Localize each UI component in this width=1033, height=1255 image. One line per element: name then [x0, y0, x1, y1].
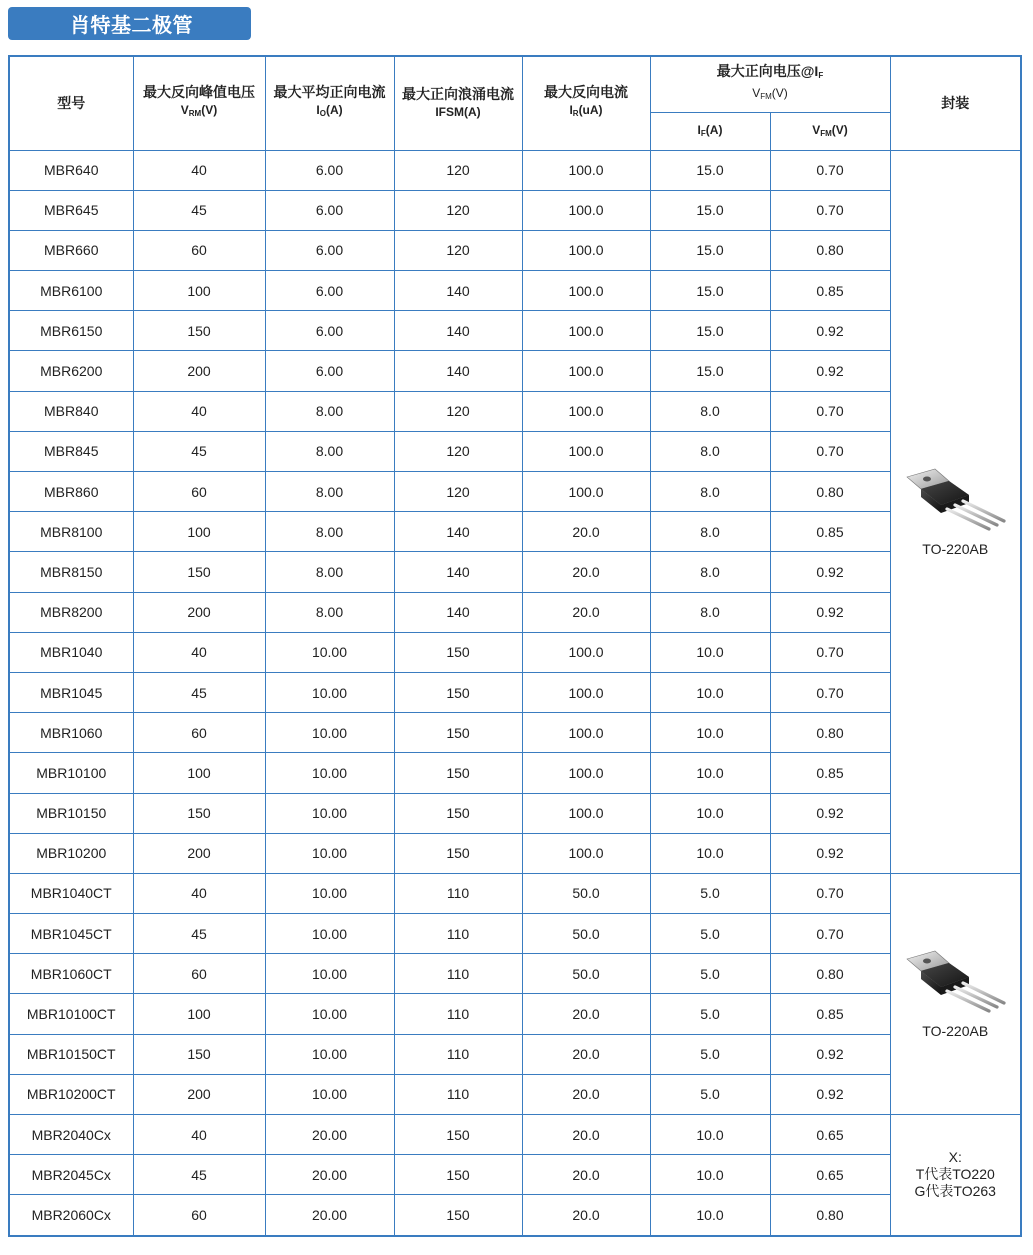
cell-model: MBR845 [9, 431, 133, 471]
cell-model: MBR8100 [9, 512, 133, 552]
cell-io: 8.00 [265, 391, 394, 431]
cell-vrm: 200 [133, 592, 265, 632]
cell-model: MBR1060CT [9, 954, 133, 994]
cell-model: MBR1060 [9, 713, 133, 753]
cell-vrm: 45 [133, 914, 265, 954]
header-vrm-unit: $V_{RM}(V)$ [180, 103, 218, 119]
cell-ifsm: 150 [394, 753, 522, 793]
cell-io: 6.00 [265, 311, 394, 351]
cell-ifsm: 120 [394, 431, 522, 471]
table-row [9, 833, 1021, 873]
cell-if: 8.0 [650, 472, 770, 512]
cell-vfm: 0.92 [770, 1074, 890, 1114]
table-row [9, 713, 1021, 753]
cell-vfm: 0.65 [770, 1115, 890, 1155]
cell-ir: 50.0 [522, 914, 650, 954]
cell-io: 20.00 [265, 1155, 394, 1195]
cell-io: 10.00 [265, 713, 394, 753]
table-row [9, 1115, 1021, 1155]
cell-ifsm: 140 [394, 592, 522, 632]
cell-model: MBR6200 [9, 351, 133, 391]
cell-vrm: 40 [133, 1115, 265, 1155]
cell-if: 8.0 [650, 592, 770, 632]
header-vrm [133, 56, 265, 150]
cell-ir: 100.0 [522, 472, 650, 512]
cell-if: 10.0 [650, 672, 770, 712]
cell-io: 10.00 [265, 632, 394, 672]
cell-ifsm: 120 [394, 190, 522, 230]
cell-vrm: 60 [133, 230, 265, 270]
cell-vrm: 200 [133, 1074, 265, 1114]
cell-vrm: 200 [133, 833, 265, 873]
table-row [9, 1034, 1021, 1074]
cell-vfm: 0.70 [770, 190, 890, 230]
cell-model: MBR8200 [9, 592, 133, 632]
package-label: TO-220AB [922, 1022, 989, 1039]
cell-ir: 100.0 [522, 793, 650, 833]
table-row [9, 672, 1021, 712]
cell-vfm: 0.80 [770, 472, 890, 512]
cell-io: 10.00 [265, 873, 394, 913]
cell-if: 10.0 [650, 1195, 770, 1236]
cell-ir: 20.0 [522, 1115, 650, 1155]
cell-vfm: 0.85 [770, 994, 890, 1034]
cell-vrm: 150 [133, 552, 265, 592]
table-row [9, 954, 1021, 994]
cell-ir: 20.0 [522, 994, 650, 1034]
table-row [9, 391, 1021, 431]
cell-vrm: 40 [133, 150, 265, 190]
cell-io: 6.00 [265, 351, 394, 391]
cell-model: MBR10100CT [9, 994, 133, 1034]
cell-vrm: 45 [133, 1155, 265, 1195]
cell-vrm: 60 [133, 954, 265, 994]
cell-if: 5.0 [650, 1074, 770, 1114]
cell-ifsm: 150 [394, 1155, 522, 1195]
header-if: $I_F(A)$ [650, 112, 770, 150]
cell-ifsm: 140 [394, 512, 522, 552]
cell-ifsm: 140 [394, 311, 522, 351]
cell-model: MBR1040CT [9, 873, 133, 913]
cell-if: 5.0 [650, 954, 770, 994]
table-row [9, 592, 1021, 632]
cell-if: 10.0 [650, 1155, 770, 1195]
cell-vrm: 40 [133, 632, 265, 672]
cell-ifsm: 120 [394, 472, 522, 512]
cell-ifsm: 110 [394, 873, 522, 913]
cell-vrm: 45 [133, 672, 265, 712]
cell-if: 10.0 [650, 1115, 770, 1155]
header-vf-unit: $V_{FM}(V)$ [752, 86, 788, 102]
cell-ifsm: 150 [394, 1195, 522, 1236]
cell-ir: 20.0 [522, 512, 650, 552]
header-ifsm-unit: IFSM(A) [435, 104, 481, 119]
cell-model: MBR2045Cx [9, 1155, 133, 1195]
cell-vfm: 0.92 [770, 793, 890, 833]
cell-vfm: 0.92 [770, 311, 890, 351]
cell-ir: 100.0 [522, 351, 650, 391]
cell-vrm: 40 [133, 391, 265, 431]
cell-io: 10.00 [265, 753, 394, 793]
cell-ifsm: 110 [394, 1074, 522, 1114]
cell-if: 5.0 [650, 873, 770, 913]
cell-vrm: 150 [133, 311, 265, 351]
cell-io: 6.00 [265, 150, 394, 190]
cell-vfm: 0.70 [770, 632, 890, 672]
cell-model: MBR860 [9, 472, 133, 512]
cell-if: 8.0 [650, 431, 770, 471]
cell-io: 10.00 [265, 833, 394, 873]
cell-ir: 20.0 [522, 1155, 650, 1195]
cell-ir: 20.0 [522, 1034, 650, 1074]
cell-model: MBR6150 [9, 311, 133, 351]
cell-ir: 100.0 [522, 190, 650, 230]
cell-ifsm: 110 [394, 1034, 522, 1074]
cell-model: MBR10150 [9, 793, 133, 833]
cell-ir: 100.0 [522, 150, 650, 190]
cell-if: 15.0 [650, 351, 770, 391]
cell-vfm: 0.70 [770, 150, 890, 190]
table-row [9, 190, 1021, 230]
cell-model: MBR840 [9, 391, 133, 431]
cell-ifsm: 120 [394, 150, 522, 190]
header-io [265, 56, 394, 150]
table-row [9, 914, 1021, 954]
cell-if: 15.0 [650, 190, 770, 230]
cell-if: 8.0 [650, 512, 770, 552]
cell-vrm: 60 [133, 472, 265, 512]
cell-if: 5.0 [650, 994, 770, 1034]
cell-if: 5.0 [650, 1034, 770, 1074]
cell-io: 6.00 [265, 190, 394, 230]
cell-vfm: 0.92 [770, 833, 890, 873]
cell-vfm: 0.85 [770, 753, 890, 793]
cell-ifsm: 150 [394, 793, 522, 833]
cell-vfm: 0.85 [770, 512, 890, 552]
cell-ir: 100.0 [522, 713, 650, 753]
cell-if: 15.0 [650, 230, 770, 270]
cell-model: MBR10150CT [9, 1034, 133, 1074]
cell-ir: 100.0 [522, 833, 650, 873]
cell-vfm: 0.80 [770, 954, 890, 994]
cell-if: 10.0 [650, 833, 770, 873]
cell-model: MBR2040Cx [9, 1115, 133, 1155]
cell-vrm: 40 [133, 873, 265, 913]
cell-vrm: 100 [133, 271, 265, 311]
page-title: 肖特基二极管 [8, 7, 251, 40]
cell-if: 15.0 [650, 311, 770, 351]
cell-vfm: 0.80 [770, 1195, 890, 1236]
table-row [9, 311, 1021, 351]
cell-io: 8.00 [265, 472, 394, 512]
table-row [9, 271, 1021, 311]
cell-io: 10.00 [265, 954, 394, 994]
table-row [9, 873, 1021, 913]
cell-ifsm: 150 [394, 713, 522, 753]
cell-vrm: 200 [133, 351, 265, 391]
cell-vfm: 0.80 [770, 713, 890, 753]
table-row [9, 351, 1021, 391]
cell-ir: 100.0 [522, 753, 650, 793]
cell-io: 20.00 [265, 1115, 394, 1155]
spec-table-body [9, 150, 1021, 1236]
cell-ifsm: 150 [394, 1115, 522, 1155]
table-row [9, 472, 1021, 512]
cell-vfm: 0.92 [770, 1034, 890, 1074]
cell-vfm: 0.80 [770, 230, 890, 270]
cell-vfm: 0.92 [770, 552, 890, 592]
header-ir-label: 最大反向电流 [544, 84, 628, 101]
table-row [9, 431, 1021, 471]
cell-model: MBR2060Cx [9, 1195, 133, 1236]
cell-model: MBR660 [9, 230, 133, 270]
cell-ir: 100.0 [522, 230, 650, 270]
cell-ifsm: 120 [394, 230, 522, 270]
header-ifsm-label: 最大正向浪涌电流 [402, 85, 514, 102]
package-note-line: G代表TO263 [914, 1183, 996, 1200]
cell-vrm: 60 [133, 1195, 265, 1236]
cell-vfm: 0.92 [770, 592, 890, 632]
cell-ir: 100.0 [522, 311, 650, 351]
cell-if: 5.0 [650, 914, 770, 954]
cell-ifsm: 110 [394, 914, 522, 954]
cell-vfm: 0.70 [770, 914, 890, 954]
header-io-label: 最大平均正向电流 [273, 84, 386, 101]
cell-model: MBR1045CT [9, 914, 133, 954]
table-row [9, 512, 1021, 552]
cell-ir: 50.0 [522, 954, 650, 994]
cell-ir: 20.0 [522, 592, 650, 632]
header-vrm-label: 最大反向峰值电压 [143, 84, 255, 101]
cell-ifsm: 140 [394, 552, 522, 592]
table-row [9, 632, 1021, 672]
cell-vrm: 45 [133, 190, 265, 230]
cell-vfm: 0.70 [770, 431, 890, 471]
cell-ifsm: 150 [394, 632, 522, 672]
cell-ir: 100.0 [522, 431, 650, 471]
table-row [9, 1074, 1021, 1114]
cell-package [890, 150, 1021, 873]
cell-io: 6.00 [265, 230, 394, 270]
cell-ifsm: 140 [394, 351, 522, 391]
cell-io: 10.00 [265, 1074, 394, 1114]
table-row [9, 552, 1021, 592]
cell-if: 15.0 [650, 150, 770, 190]
cell-vrm: 45 [133, 431, 265, 471]
to220-transistor-icon [903, 467, 1007, 531]
cell-ifsm: 110 [394, 994, 522, 1034]
cell-ifsm: 140 [394, 271, 522, 311]
cell-ifsm: 110 [394, 954, 522, 994]
cell-ifsm: 150 [394, 833, 522, 873]
cell-vfm: 0.92 [770, 351, 890, 391]
header-vfm: $V_{FM}(V)$ [770, 112, 890, 150]
cell-if: 15.0 [650, 271, 770, 311]
header-ir-unit: $I_R(uA)$ [569, 103, 603, 119]
cell-ir: 50.0 [522, 873, 650, 913]
header-vf-label: 最大正向电压$@I_F$ [716, 63, 824, 81]
cell-model: MBR645 [9, 190, 133, 230]
cell-vfm: 0.70 [770, 391, 890, 431]
cell-vrm: 100 [133, 512, 265, 552]
cell-if: 8.0 [650, 391, 770, 431]
cell-io: 10.00 [265, 914, 394, 954]
header-vf-group [650, 56, 890, 112]
cell-vrm: 100 [133, 753, 265, 793]
cell-io: 8.00 [265, 431, 394, 471]
cell-io: 10.00 [265, 672, 394, 712]
cell-ir: 20.0 [522, 552, 650, 592]
cell-io: 8.00 [265, 512, 394, 552]
cell-vfm: 0.85 [770, 271, 890, 311]
cell-ir: 100.0 [522, 672, 650, 712]
cell-io: 20.00 [265, 1195, 394, 1236]
cell-vrm: 60 [133, 713, 265, 753]
cell-vrm: 150 [133, 1034, 265, 1074]
cell-package [890, 1115, 1021, 1236]
cell-if: 10.0 [650, 793, 770, 833]
header-model: 型号 [9, 56, 133, 150]
to220-transistor-icon [903, 949, 1007, 1013]
package-note [891, 1149, 1021, 1200]
table-row [9, 753, 1021, 793]
cell-io: 8.00 [265, 552, 394, 592]
cell-io: 10.00 [265, 994, 394, 1034]
cell-if: 10.0 [650, 632, 770, 672]
cell-if: 10.0 [650, 713, 770, 753]
cell-model: MBR10200 [9, 833, 133, 873]
cell-vrm: 100 [133, 994, 265, 1034]
cell-model: MBR6100 [9, 271, 133, 311]
table-row [9, 994, 1021, 1034]
cell-vfm: 0.70 [770, 873, 890, 913]
header-package: 封装 [890, 56, 1021, 150]
table-row [9, 150, 1021, 190]
cell-if: 8.0 [650, 552, 770, 592]
cell-ifsm: 120 [394, 391, 522, 431]
cell-io: 10.00 [265, 1034, 394, 1074]
cell-model: MBR10200CT [9, 1074, 133, 1114]
header-ir [522, 56, 650, 150]
table-row [9, 230, 1021, 270]
package-note-line: T代表TO220 [915, 1166, 995, 1183]
package-label: TO-220AB [922, 540, 989, 557]
package-note-line: X: [948, 1149, 962, 1166]
cell-if: 10.0 [650, 753, 770, 793]
spec-table [8, 55, 1022, 1237]
cell-model: MBR640 [9, 150, 133, 190]
cell-ir: 100.0 [522, 271, 650, 311]
cell-ir: 20.0 [522, 1195, 650, 1236]
cell-model: MBR1040 [9, 632, 133, 672]
cell-ir: 100.0 [522, 632, 650, 672]
table-row [9, 1155, 1021, 1195]
cell-model: MBR8150 [9, 552, 133, 592]
cell-model: MBR10100 [9, 753, 133, 793]
cell-vrm: 150 [133, 793, 265, 833]
cell-vfm: 0.65 [770, 1155, 890, 1195]
cell-model: MBR1045 [9, 672, 133, 712]
cell-ir: 100.0 [522, 391, 650, 431]
header-io-unit: $I_O(A)$ [316, 103, 343, 119]
cell-io: 8.00 [265, 592, 394, 632]
cell-package [890, 873, 1021, 1114]
cell-ifsm: 150 [394, 672, 522, 712]
table-row [9, 793, 1021, 833]
header-ifsm [394, 56, 522, 150]
cell-vfm: 0.70 [770, 672, 890, 712]
cell-io: 10.00 [265, 793, 394, 833]
cell-io: 6.00 [265, 271, 394, 311]
table-row [9, 1195, 1021, 1236]
cell-ir: 20.0 [522, 1074, 650, 1114]
